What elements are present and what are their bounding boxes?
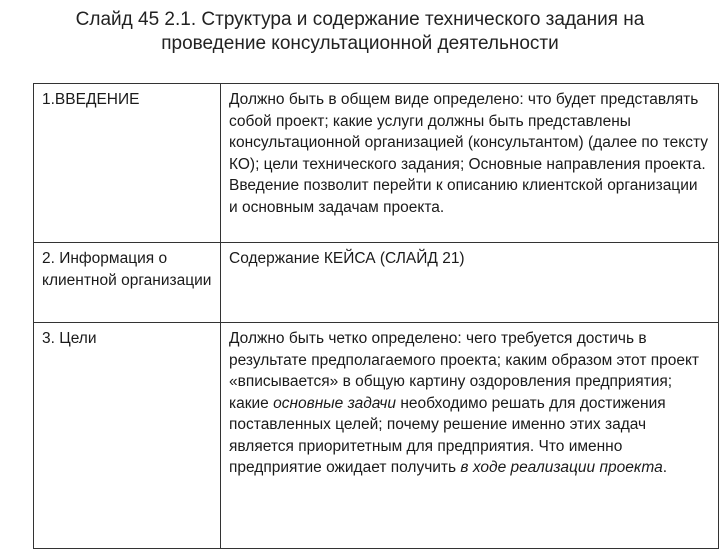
content-text: необходимо решать для достижения поставленных целей; почему решение именно этих задач является приоритетным для предприятия. Что именно предприятие ожидает получить (229, 394, 666, 476)
slide-title-line-1: Слайд 45 2.1. Структура и содержание технического задания на (75, 9, 645, 30)
row-label: 3. Цели (34, 323, 221, 549)
row-label: 2. Информация о клиентной организации (34, 243, 221, 323)
table-row (34, 323, 719, 549)
row-content: Содержание КЕЙСА (СЛАЙД 21) (221, 243, 719, 323)
content-emphasis: в ходе реализации проекта (460, 459, 663, 476)
row-label: 1.ВВЕДЕНИЕ (34, 84, 221, 243)
row-content (221, 323, 719, 549)
slide-title (0, 8, 720, 56)
content-text: Должно быть четко определено: чего требуется достичь в результате предполагаемого проекта; каким образом этот проект «вписывается» в общую картину оздоровления предприятия; какие (229, 330, 700, 412)
content-emphasis: основные задачи (273, 394, 397, 412)
slide-title-line-2: проведение консультационной деятельности (161, 33, 559, 54)
row-content: Должно быть в общем виде определено: что будет представлять собой проект; какие услуги должны быть представлены консультационной организацией (консультантом) (далее по тексту КО); цели технического задания; Основные направления проекта. Введение позволит перейти к описанию клиентской организации и основным задачам проекта. (221, 84, 719, 243)
table-row (34, 243, 719, 323)
table-row (34, 84, 719, 243)
content-text: . (662, 459, 667, 476)
spec-table (33, 83, 719, 549)
